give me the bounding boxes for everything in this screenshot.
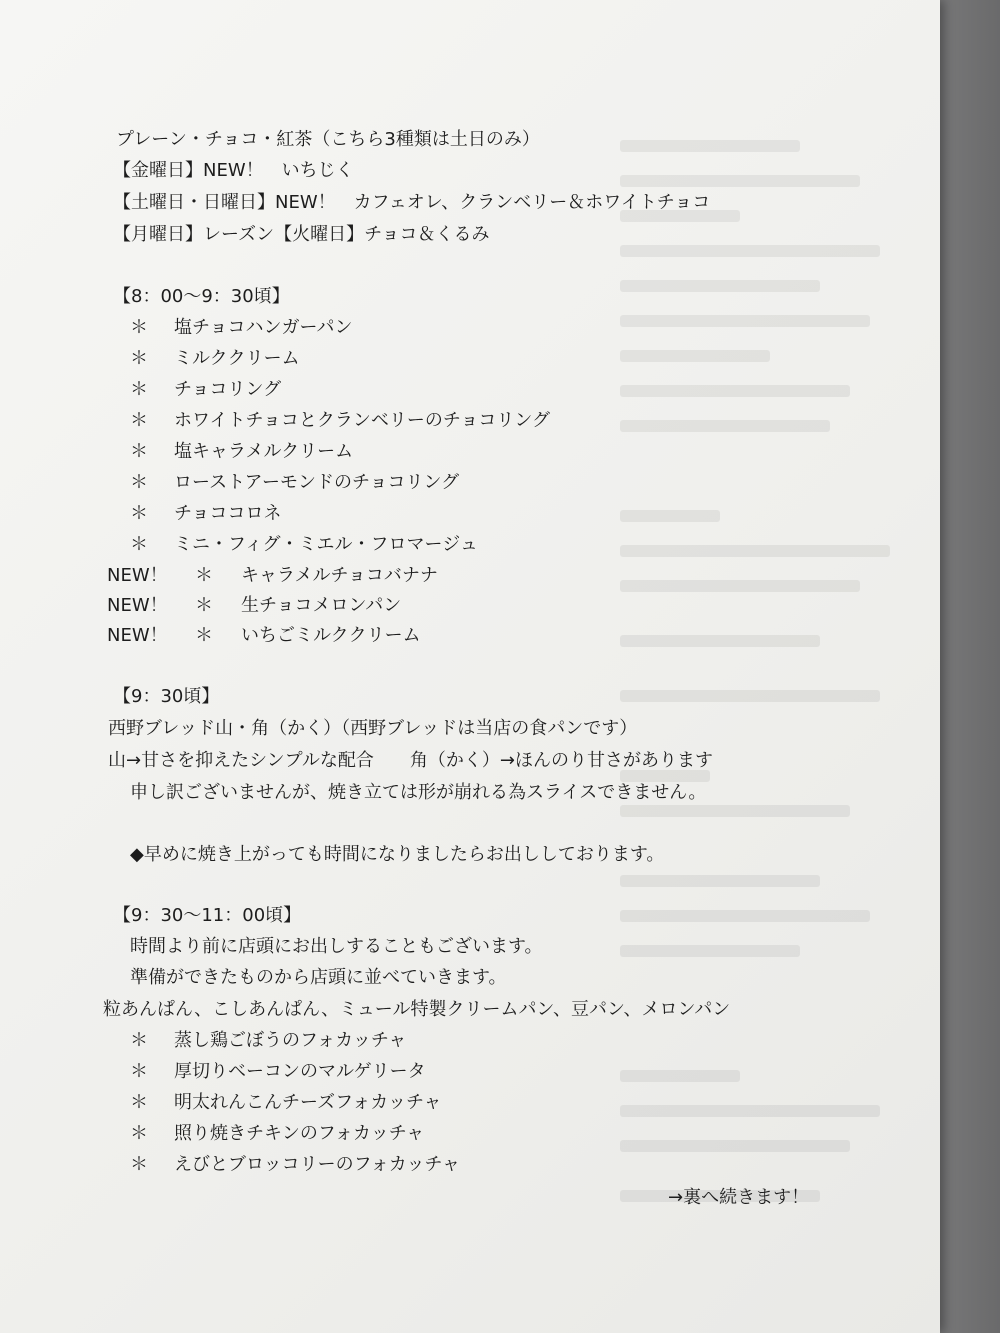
asterisk-icon: ＊: [130, 410, 148, 431]
list-item: ＊ ローストアーモンドのチョコリング: [130, 472, 460, 493]
list-item: ＊ チョコリング: [130, 379, 282, 400]
header-line-1: プレーン・チョコ・紅茶（こちら3種類は土日のみ）: [116, 129, 540, 150]
asterisk-icon: ＊: [195, 595, 213, 616]
section-title-0930: 【9：30頃】: [113, 686, 220, 707]
asterisk-icon: ＊: [130, 317, 148, 338]
new-badge: NEW！: [107, 565, 168, 586]
asterisk-icon: ＊: [130, 1092, 148, 1113]
list-item: ＊ チョココロネ: [130, 503, 282, 524]
list-item: ＊ えびとブロッコリーのフォカッチャ: [130, 1154, 461, 1175]
asterisk-icon: ＊: [130, 441, 148, 462]
list-item: ＊ ミルククリーム: [130, 348, 300, 369]
asterisk-icon: ＊: [130, 348, 148, 369]
early-bake-notice: ◆早めに焼き上がっても時間になりましたらお出ししております。: [130, 844, 665, 865]
table-surface: [930, 0, 1000, 1333]
asterisk-icon: ＊: [130, 472, 148, 493]
asterisk-icon: ＊: [130, 1061, 148, 1082]
timing-notice: 時間より前に店頭にお出しすることもございます。: [130, 936, 543, 957]
header-line-2: 【金曜日】NEW！ いちじく: [113, 160, 354, 181]
asterisk-icon: ＊: [130, 503, 148, 524]
asterisk-icon: ＊: [195, 625, 213, 646]
new-list-item: NEW！ ＊ いちごミルククリーム: [107, 625, 421, 646]
bread-description: 西野ブレッド山・角（かく）（西野ブレッドは当店の食パンです）: [108, 718, 638, 739]
slice-notice: 申し訳ございませんが、焼き立ては形が崩れる為スライスできません。: [130, 782, 707, 803]
new-badge: NEW！: [107, 595, 168, 616]
list-item: ＊ ホワイトチョコとクランベリーのチョコリング: [130, 410, 551, 431]
section-title-0930-1100: 【9：30～11：00頃】: [113, 905, 302, 926]
list-item: ＊ 明太れんこんチーズフォカッチャ: [130, 1092, 442, 1113]
list-item: ＊ 塩チョコハンガーパン: [130, 317, 353, 338]
bun-list: 粒あんぱん、こしあんぱん、ミュール特製クリームパン、豆パン、メロンパン: [103, 999, 731, 1020]
asterisk-icon: ＊: [130, 379, 148, 400]
asterisk-icon: ＊: [130, 1123, 148, 1144]
asterisk-icon: ＊: [130, 1030, 148, 1051]
asterisk-icon: ＊: [195, 565, 213, 586]
section-title-0800: 【8：00～9：30頃】: [113, 286, 290, 307]
new-badge: NEW！: [107, 625, 168, 646]
reverse-side-bleed-through: [620, 130, 920, 1230]
continued-on-back: →裏へ続きます！: [668, 1187, 810, 1208]
asterisk-icon: ＊: [130, 534, 148, 555]
header-line-3: 【土曜日・日曜日】NEW！ カフェオレ、クランベリー＆ホワイトチョコ: [113, 192, 711, 213]
display-notice: 準備ができたものから店頭に並べていきます。: [130, 967, 507, 988]
list-item: ＊ ミニ・フィグ・ミエル・フロマージュ: [130, 534, 478, 555]
bread-taste-note: 山→甘さを抑えたシンプルな配合 角（かく）→ほんのり甘さがあります: [108, 750, 713, 771]
list-item: ＊ 塩キャラメルクリーム: [130, 441, 354, 462]
asterisk-icon: ＊: [130, 1154, 148, 1175]
header-line-4: 【月曜日】レーズン【火曜日】チョコ＆くるみ: [113, 224, 490, 245]
list-item: ＊ 厚切りベーコンのマルゲリータ: [130, 1061, 426, 1082]
list-item: ＊ 蒸し鶏ごぼうのフォカッチャ: [130, 1030, 407, 1051]
new-list-item: NEW！ ＊ 生チョコメロンパン: [107, 595, 402, 616]
list-item: ＊ 照り焼きチキンのフォカッチャ: [130, 1123, 425, 1144]
new-list-item: NEW！ ＊ キャラメルチョコバナナ: [107, 565, 438, 586]
